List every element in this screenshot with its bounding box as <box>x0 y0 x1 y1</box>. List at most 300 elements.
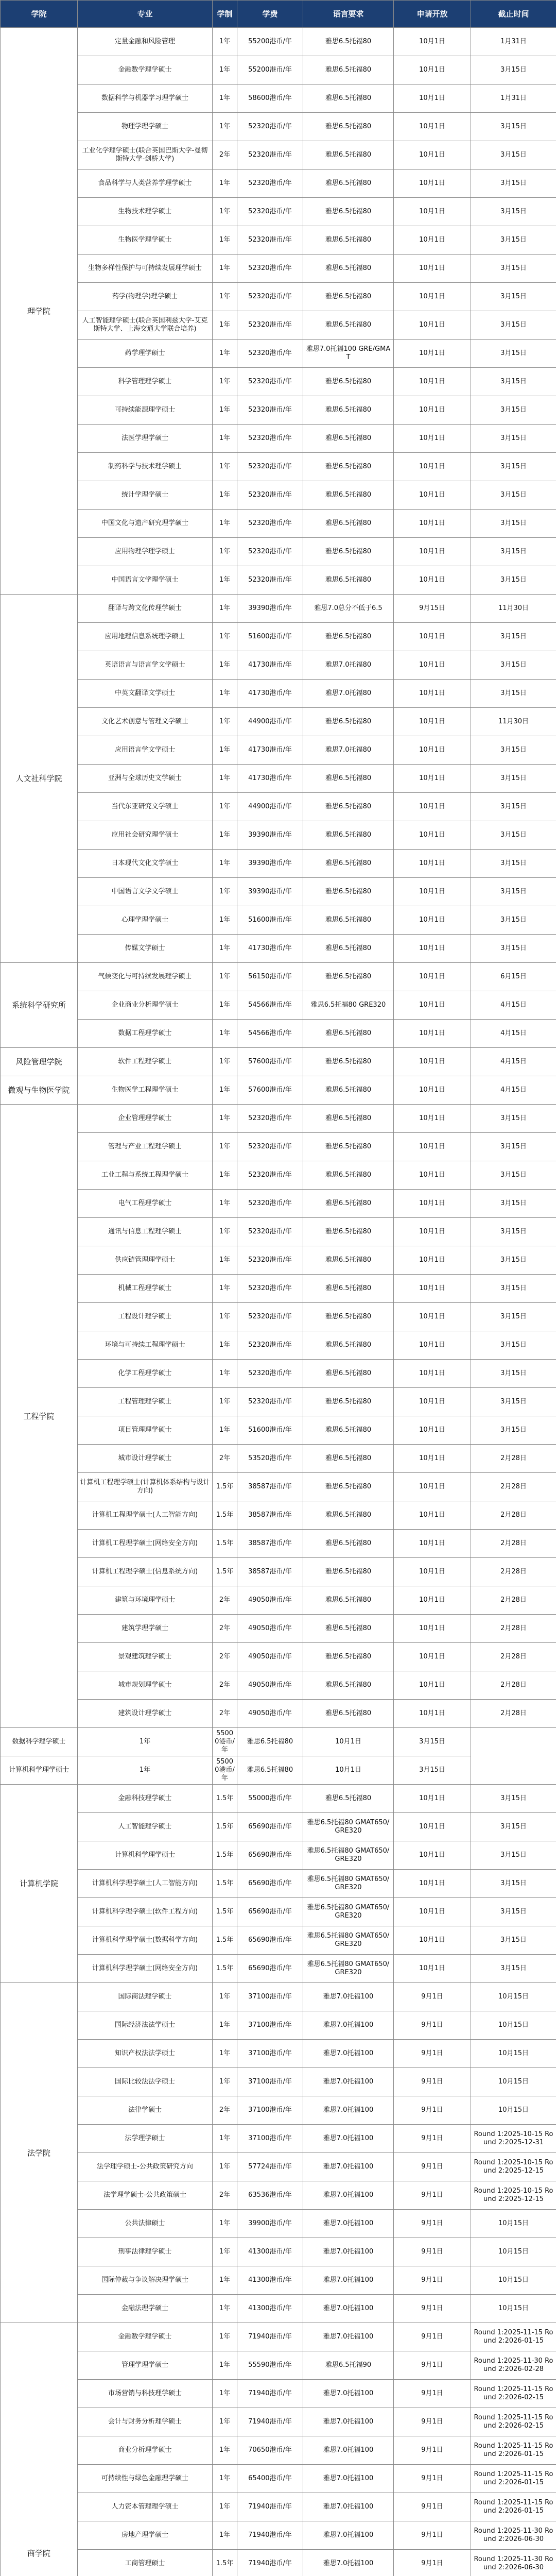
major-cell: 药学理学硕士 <box>78 340 213 368</box>
table-body <box>1 28 556 2576</box>
fee-cell: 52320港币/年 <box>237 1303 303 1331</box>
language-cell: 雅思6.5托福80 <box>303 1076 394 1105</box>
fee-cell: 52320港币/年 <box>237 1190 303 1218</box>
language-cell: 雅思6.5托福80 <box>303 226 394 255</box>
table-row <box>1 1926 556 1955</box>
fee-cell: 58600港币/年 <box>237 84 303 113</box>
fee-cell: 71940港币/年 <box>237 2380 303 2408</box>
major-cell: 管理学理学硕士 <box>78 2351 213 2380</box>
fee-cell: 52320港币/年 <box>237 510 303 538</box>
language-cell: 雅思6.5托福80 <box>303 1218 394 1246</box>
duration-cell: 1年 <box>213 1048 237 1076</box>
table-row <box>1 1076 556 1105</box>
table-row <box>1 2323 556 2351</box>
duration-cell: 1年 <box>213 226 237 255</box>
major-cell: 药学(物理学)理学硕士 <box>78 283 213 311</box>
major-cell: 计算机科学理学硕士 <box>1 1756 78 1785</box>
table-row <box>1 793 556 821</box>
deadline-cell: 3月15日 <box>471 1161 556 1190</box>
major-cell: 人力资本管理理学硕士 <box>78 2493 213 2521</box>
fee-cell: 52320港币/年 <box>237 311 303 340</box>
duration-cell: 1年 <box>213 1105 237 1133</box>
deadline-cell: 3月15日 <box>471 566 556 595</box>
open-cell: 10月1日 <box>394 56 471 84</box>
major-cell: 国际经济法法学硕士 <box>78 2011 213 2040</box>
open-cell: 9月1日 <box>394 2210 471 2238</box>
duration-cell: 1年 <box>213 198 237 226</box>
open-cell: 10月1日 <box>394 425 471 453</box>
duration-cell: 1.5年 <box>213 1870 237 1898</box>
fee-cell: 44900港币/年 <box>237 708 303 736</box>
duration-cell: 1年 <box>213 991 237 1020</box>
open-cell: 9月1日 <box>394 2040 471 2068</box>
table-row <box>1 1048 556 1076</box>
school-cell: 商学院 <box>1 2323 78 2576</box>
fee-cell: 52320港币/年 <box>237 113 303 141</box>
open-cell: 10月1日 <box>394 1360 471 1388</box>
open-cell: 9月1日 <box>394 2323 471 2351</box>
fee-cell: 44900港币/年 <box>237 793 303 821</box>
language-cell: 雅思6.5托福80 <box>303 1048 394 1076</box>
major-cell: 法学理学硕士 <box>78 2125 213 2153</box>
language-cell: 雅思7.0托福100 <box>303 2125 394 2153</box>
open-cell: 10月1日 <box>394 906 471 935</box>
table-row <box>1 28 556 56</box>
major-cell: 金融法理学硕士 <box>78 2295 213 2323</box>
deadline-cell: Round 1:2025-11-15 Round 2:2026-01-15 <box>471 2323 556 2351</box>
table-row <box>1 651 556 680</box>
language-cell: 雅思6.5托福80 <box>303 255 394 283</box>
deadline-cell: 3月15日 <box>471 765 556 793</box>
table-row <box>1 680 556 708</box>
table-row <box>1 453 556 481</box>
deadline-cell: 3月15日 <box>471 680 556 708</box>
table-row <box>1 425 556 453</box>
open-cell: 10月1日 <box>394 170 471 198</box>
table-row <box>1 1841 556 1870</box>
fee-cell: 52320港币/年 <box>237 1360 303 1388</box>
duration-cell: 1年 <box>213 453 237 481</box>
language-cell: 雅思6.5托福80 <box>303 538 394 566</box>
duration-cell: 1年 <box>213 113 237 141</box>
table-row <box>1 1445 556 1473</box>
table-row <box>1 1671 556 1700</box>
language-cell: 雅思6.5托福80 <box>303 1190 394 1218</box>
deadline-cell: 2月28日 <box>471 1586 556 1615</box>
fee-cell: 38587港币/年 <box>237 1530 303 1558</box>
table-row <box>1 1388 556 1416</box>
major-cell: 化学工程理学硕士 <box>78 1360 213 1388</box>
major-cell: 定量金融和风险管理 <box>78 28 213 56</box>
table-row <box>1 765 556 793</box>
duration-cell: 1年 <box>213 170 237 198</box>
language-cell: 雅思7.0托福100 <box>303 2521 394 2550</box>
deadline-cell: 10月15日 <box>471 2040 556 2068</box>
table-row <box>1 510 556 538</box>
open-cell: 9月1日 <box>394 2408 471 2436</box>
major-cell: 应用地理信息系统理学硕士 <box>78 623 213 651</box>
deadline-cell: 2月28日 <box>471 1643 556 1671</box>
duration-cell: 1年 <box>213 1983 237 2011</box>
open-cell: 9月1日 <box>394 2465 471 2493</box>
duration-cell: 1年 <box>213 1388 237 1416</box>
deadline-cell: 10月15日 <box>471 2266 556 2295</box>
duration-cell: 1.5年 <box>213 1813 237 1841</box>
fee-cell: 51600港币/年 <box>237 1416 303 1445</box>
duration-cell: 1.5年 <box>213 1501 237 1530</box>
deadline-cell: 2月28日 <box>471 1445 556 1473</box>
open-cell: 10月1日 <box>394 113 471 141</box>
header-fee: 学费 <box>237 1 303 28</box>
duration-cell: 1年 <box>213 2238 237 2266</box>
deadline-cell: 3月15日 <box>471 311 556 340</box>
fee-cell: 57600港币/年 <box>237 1048 303 1076</box>
open-cell: 10月1日 <box>394 1898 471 1926</box>
language-cell: 雅思6.5托福80 <box>303 170 394 198</box>
table-row <box>1 2436 556 2465</box>
deadline-cell: Round 1:2025-10-15 Round 2:2025-12-31 <box>471 2125 556 2153</box>
language-cell: 雅思6.5托福80 <box>303 821 394 850</box>
open-cell: 10月1日 <box>394 255 471 283</box>
major-cell: 金融数学理学硕士 <box>78 56 213 84</box>
language-cell: 雅思6.5托福80 <box>303 1785 394 1813</box>
deadline-cell: 3月15日 <box>471 1388 556 1416</box>
table-row <box>1 2125 556 2153</box>
major-cell: 工程管理理学硕士 <box>78 1388 213 1416</box>
duration-cell: 1年 <box>213 963 237 991</box>
table-row <box>1 566 556 595</box>
major-cell: 翻译与跨文化传理学硕士 <box>78 595 213 623</box>
duration-cell: 1年 <box>213 2011 237 2040</box>
duration-cell: 1年 <box>213 595 237 623</box>
major-cell: 刑事法律理学硕士 <box>78 2238 213 2266</box>
open-cell: 9月1日 <box>394 2181 471 2210</box>
major-cell: 英语语言与语言学文学硕士 <box>78 651 213 680</box>
table-row <box>1 170 556 198</box>
fee-cell: 49050港币/年 <box>237 1586 303 1615</box>
deadline-cell: Round 1:2025-11-30 Round 2:2026-02-28 <box>471 2351 556 2380</box>
deadline-cell: 3月15日 <box>471 141 556 170</box>
open-cell: 10月1日 <box>394 793 471 821</box>
open-cell: 9月1日 <box>394 2295 471 2323</box>
open-cell: 10月1日 <box>394 878 471 906</box>
major-cell: 生物技术理学硕士 <box>78 198 213 226</box>
language-cell: 雅思6.5托福80 <box>303 935 394 963</box>
language-cell: 雅思7.0托福80 <box>303 736 394 765</box>
open-cell: 10月1日 <box>303 1756 394 1785</box>
fee-cell: 54566港币/年 <box>237 991 303 1020</box>
open-cell: 9月1日 <box>394 2068 471 2096</box>
deadline-cell: 3月15日 <box>471 651 556 680</box>
language-cell: 雅思6.5托福80 <box>303 850 394 878</box>
table-row <box>1 255 556 283</box>
open-cell: 9月1日 <box>394 2011 471 2040</box>
language-cell: 雅思6.5托福80 <box>303 1105 394 1133</box>
fee-cell: 70650港币/年 <box>237 2436 303 2465</box>
fee-cell: 71940港币/年 <box>237 2323 303 2351</box>
duration-cell: 1.5年 <box>213 1785 237 1813</box>
major-cell: 国际仲裁与争议解决理学硕士 <box>78 2266 213 2295</box>
open-cell: 10月1日 <box>394 765 471 793</box>
deadline-cell: Round 1:2025-11-30 Round 2:2026-06-30 <box>471 2550 556 2576</box>
fee-cell: 38587港币/年 <box>237 1473 303 1501</box>
major-cell: 计算机工程理学硕士(人工智能方向) <box>78 1501 213 1530</box>
fee-cell: 52320港币/年 <box>237 1133 303 1161</box>
deadline-cell: 2月28日 <box>471 1473 556 1501</box>
open-cell: 10月1日 <box>394 1303 471 1331</box>
deadline-cell: 3月15日 <box>471 1785 556 1813</box>
school-cell: 人文社科学院 <box>1 595 78 963</box>
language-cell: 雅思7.0托福100 <box>303 2011 394 2040</box>
school-cell: 法学院 <box>1 1983 78 2323</box>
table-row <box>1 2408 556 2436</box>
major-cell: 工商管理硕士 <box>78 2550 213 2576</box>
fee-cell: 41730港币/年 <box>237 651 303 680</box>
language-cell: 雅思6.5托福80 <box>303 566 394 595</box>
table-row <box>1 2238 556 2266</box>
table-row <box>1 340 556 368</box>
duration-cell: 1年 <box>213 2153 237 2181</box>
fee-cell: 51600港币/年 <box>237 623 303 651</box>
deadline-cell: 3月15日 <box>471 906 556 935</box>
major-cell: 软件工程理学硕士 <box>78 1048 213 1076</box>
deadline-cell: 3月15日 <box>471 538 556 566</box>
fee-cell: 71940港币/年 <box>237 2408 303 2436</box>
duration-cell: 1年 <box>213 2521 237 2550</box>
language-cell: 雅思7.0托福100 <box>303 2493 394 2521</box>
language-cell: 雅思6.5托福80 <box>303 113 394 141</box>
duration-cell: 1年 <box>213 765 237 793</box>
duration-cell: 1年 <box>213 708 237 736</box>
table-row <box>1 935 556 963</box>
open-cell: 9月1日 <box>394 2096 471 2125</box>
language-cell: 雅思6.5托福80 <box>303 793 394 821</box>
language-cell: 雅思6.5托福80 <box>303 56 394 84</box>
deadline-cell: 3月15日 <box>471 56 556 84</box>
open-cell: 10月1日 <box>394 481 471 510</box>
deadline-cell: 4月15日 <box>471 991 556 1020</box>
table-row <box>1 1473 556 1501</box>
open-cell: 10月1日 <box>394 1586 471 1615</box>
deadline-cell: 3月15日 <box>471 850 556 878</box>
major-cell: 计算机科学理学硕士 <box>78 1841 213 1870</box>
major-cell: 物理学理学硕士 <box>78 113 213 141</box>
duration-cell: 2年 <box>213 1671 237 1700</box>
major-cell: 项目管理理学硕士 <box>78 1416 213 1445</box>
table-row <box>1 2380 556 2408</box>
header-open: 申请开放 <box>394 1 471 28</box>
fee-cell: 38587港币/年 <box>237 1501 303 1530</box>
language-cell: 雅思6.5托福80 <box>303 283 394 311</box>
open-cell: 10月1日 <box>394 1558 471 1586</box>
fee-cell: 52320港币/年 <box>237 453 303 481</box>
table-row <box>1 56 556 84</box>
language-cell: 雅思7.0托福80 <box>303 651 394 680</box>
major-cell: 心理学理学硕士 <box>78 906 213 935</box>
major-cell: 国际比较法法学硕士 <box>78 2068 213 2096</box>
school-cell: 理学院 <box>1 28 78 595</box>
major-cell: 日本现代文化文学硕士 <box>78 850 213 878</box>
deadline-cell: 3月15日 <box>471 1416 556 1445</box>
duration-cell: 1年 <box>78 1728 213 1756</box>
fee-cell: 52320港币/年 <box>237 481 303 510</box>
major-cell: 数据科学与机器学习理学硕士 <box>78 84 213 113</box>
major-cell: 应用社会研究理学硕士 <box>78 821 213 850</box>
duration-cell: 1年 <box>213 1246 237 1275</box>
deadline-cell: Round 1:2025-11-30 Round 2:2026-06-30 <box>471 2521 556 2550</box>
table-row <box>1 113 556 141</box>
school-cell: 工程学院 <box>1 1105 78 1728</box>
language-cell: 雅思6.5托福80 <box>303 1530 394 1558</box>
duration-cell: 1年 <box>213 340 237 368</box>
major-cell: 统计学理学硕士 <box>78 481 213 510</box>
fee-cell: 52320港币/年 <box>237 1218 303 1246</box>
open-cell: 10月1日 <box>394 963 471 991</box>
major-cell: 工程设计理学硕士 <box>78 1303 213 1331</box>
major-cell: 数据工程理学硕士 <box>78 1020 213 1048</box>
open-cell: 10月1日 <box>394 311 471 340</box>
duration-cell: 1年 <box>213 1416 237 1445</box>
open-cell: 10月1日 <box>394 1190 471 1218</box>
language-cell: 雅思6.5托福80 <box>303 1020 394 1048</box>
deadline-cell: 3月15日 <box>471 1303 556 1331</box>
open-cell: 10月1日 <box>394 368 471 396</box>
deadline-cell: 2月28日 <box>471 1501 556 1530</box>
deadline-cell: 3月15日 <box>471 623 556 651</box>
duration-cell: 2年 <box>213 1700 237 1728</box>
duration-cell: 1年 <box>213 311 237 340</box>
duration-cell: 1年 <box>213 84 237 113</box>
language-cell: 雅思6.5托福80 <box>303 1331 394 1360</box>
table-row <box>1 736 556 765</box>
open-cell: 9月1日 <box>394 2436 471 2465</box>
school-cell: 系统科学研究所 <box>1 963 78 1048</box>
table-row <box>1 283 556 311</box>
fee-cell: 55000港币/年 <box>213 1728 237 1756</box>
language-cell: 雅思6.5托福80 <box>303 1360 394 1388</box>
open-cell: 10月1日 <box>394 1700 471 1728</box>
deadline-cell: 3月15日 <box>471 1870 556 1898</box>
table-row <box>1 595 556 623</box>
duration-cell: 1年 <box>213 283 237 311</box>
language-cell: 雅思7.0托福100 <box>303 2380 394 2408</box>
duration-cell: 1.5年 <box>213 1898 237 1926</box>
deadline-cell: 3月15日 <box>471 1190 556 1218</box>
language-cell: 雅思7.0托福100 <box>303 2040 394 2068</box>
duration-cell: 1年 <box>213 28 237 56</box>
open-cell: 10月1日 <box>394 84 471 113</box>
duration-cell: 1年 <box>213 2436 237 2465</box>
deadline-cell: 2月28日 <box>471 1671 556 1700</box>
deadline-cell: 3月15日 <box>471 226 556 255</box>
school-cell: 微观与生物医学院 <box>1 1076 78 1105</box>
language-cell: 雅思7.0托福100 <box>303 2153 394 2181</box>
deadline-cell: 3月15日 <box>471 1218 556 1246</box>
language-cell: 雅思6.5托福80 <box>237 1728 303 1756</box>
language-cell: 雅思6.5托福80 <box>303 1671 394 1700</box>
fee-cell: 37100港币/年 <box>237 1983 303 2011</box>
table-row <box>1 311 556 340</box>
language-cell: 雅思6.5托福80 <box>237 1756 303 1785</box>
fee-cell: 65400港币/年 <box>237 2465 303 2493</box>
language-cell: 雅思6.5托福80 <box>303 1445 394 1473</box>
table-row <box>1 1756 556 1785</box>
open-cell: 10月1日 <box>394 1020 471 1048</box>
open-cell: 10月1日 <box>394 340 471 368</box>
fee-cell: 37100港币/年 <box>237 2011 303 2040</box>
table-row <box>1 1190 556 1218</box>
open-cell: 10月1日 <box>394 1955 471 1983</box>
fee-cell: 65690港币/年 <box>237 1926 303 1955</box>
fee-cell: 52320港币/年 <box>237 170 303 198</box>
duration-cell: 1年 <box>213 1076 237 1105</box>
header-row <box>1 1 556 28</box>
major-cell: 管理与产业工程理学硕士 <box>78 1133 213 1161</box>
major-cell: 企业管理理学硕士 <box>78 1105 213 1133</box>
duration-cell: 2年 <box>213 1586 237 1615</box>
deadline-cell: 3月15日 <box>471 396 556 425</box>
fee-cell: 52320港币/年 <box>237 368 303 396</box>
major-cell: 金融科技理学硕士 <box>78 1785 213 1813</box>
deadline-cell: 10月15日 <box>471 2096 556 2125</box>
open-cell: 9月15日 <box>394 595 471 623</box>
deadline-cell: 3月15日 <box>471 340 556 368</box>
duration-cell: 2年 <box>213 2181 237 2210</box>
open-cell: 10月1日 <box>394 1813 471 1841</box>
open-cell: 10月1日 <box>394 1218 471 1246</box>
open-cell: 10月1日 <box>394 1615 471 1643</box>
major-cell: 商业分析理学硕士 <box>78 2436 213 2465</box>
major-cell: 中英文翻译文学硕士 <box>78 680 213 708</box>
language-cell: 雅思6.5托福80 <box>303 368 394 396</box>
deadline-cell: 3月15日 <box>471 283 556 311</box>
table-row <box>1 2181 556 2210</box>
duration-cell: 1年 <box>213 1133 237 1161</box>
language-cell: 雅思7.0托福100 <box>303 2210 394 2238</box>
duration-cell: 1年 <box>213 1020 237 1048</box>
open-cell: 9月1日 <box>394 2125 471 2153</box>
deadline-cell: 4月15日 <box>471 1076 556 1105</box>
language-cell: 雅思6.5托福80 <box>303 425 394 453</box>
school-cell: 风险管理学院 <box>1 1048 78 1076</box>
duration-cell: 1年 <box>213 793 237 821</box>
language-cell: 雅思6.5托福80 <box>303 1416 394 1445</box>
language-cell: 雅思6.5托福80 GMAT650/GRE320 <box>303 1898 394 1926</box>
table-row <box>1 2011 556 2040</box>
duration-cell: 1年 <box>213 2351 237 2380</box>
major-cell: 市场营销与科技理学硕士 <box>78 2380 213 2408</box>
deadline-cell: Round 1:2025-10-15 Round 2:2025-12-15 <box>471 2153 556 2181</box>
deadline-cell: 4月15日 <box>471 1020 556 1048</box>
language-cell: 雅思6.5托福80 <box>303 1473 394 1501</box>
open-cell: 10月1日 <box>394 935 471 963</box>
deadline-cell: 2月28日 <box>471 1615 556 1643</box>
fee-cell: 52320港币/年 <box>237 226 303 255</box>
language-cell: 雅思7.0托福100 <box>303 2266 394 2295</box>
fee-cell: 65690港币/年 <box>237 1841 303 1870</box>
fee-cell: 63536港币/年 <box>237 2181 303 2210</box>
deadline-cell: 3月15日 <box>394 1728 471 1756</box>
language-cell: 雅思6.5托福80 <box>303 1586 394 1615</box>
open-cell: 10月1日 <box>394 1501 471 1530</box>
deadline-cell: 10月15日 <box>471 2011 556 2040</box>
fee-cell: 55200港币/年 <box>237 28 303 56</box>
table-row <box>1 2153 556 2181</box>
language-cell: 雅思6.5托福80 <box>303 311 394 340</box>
language-cell: 雅思6.5托福80 <box>303 1388 394 1416</box>
duration-cell: 1年 <box>213 1331 237 1360</box>
table-row <box>1 2295 556 2323</box>
